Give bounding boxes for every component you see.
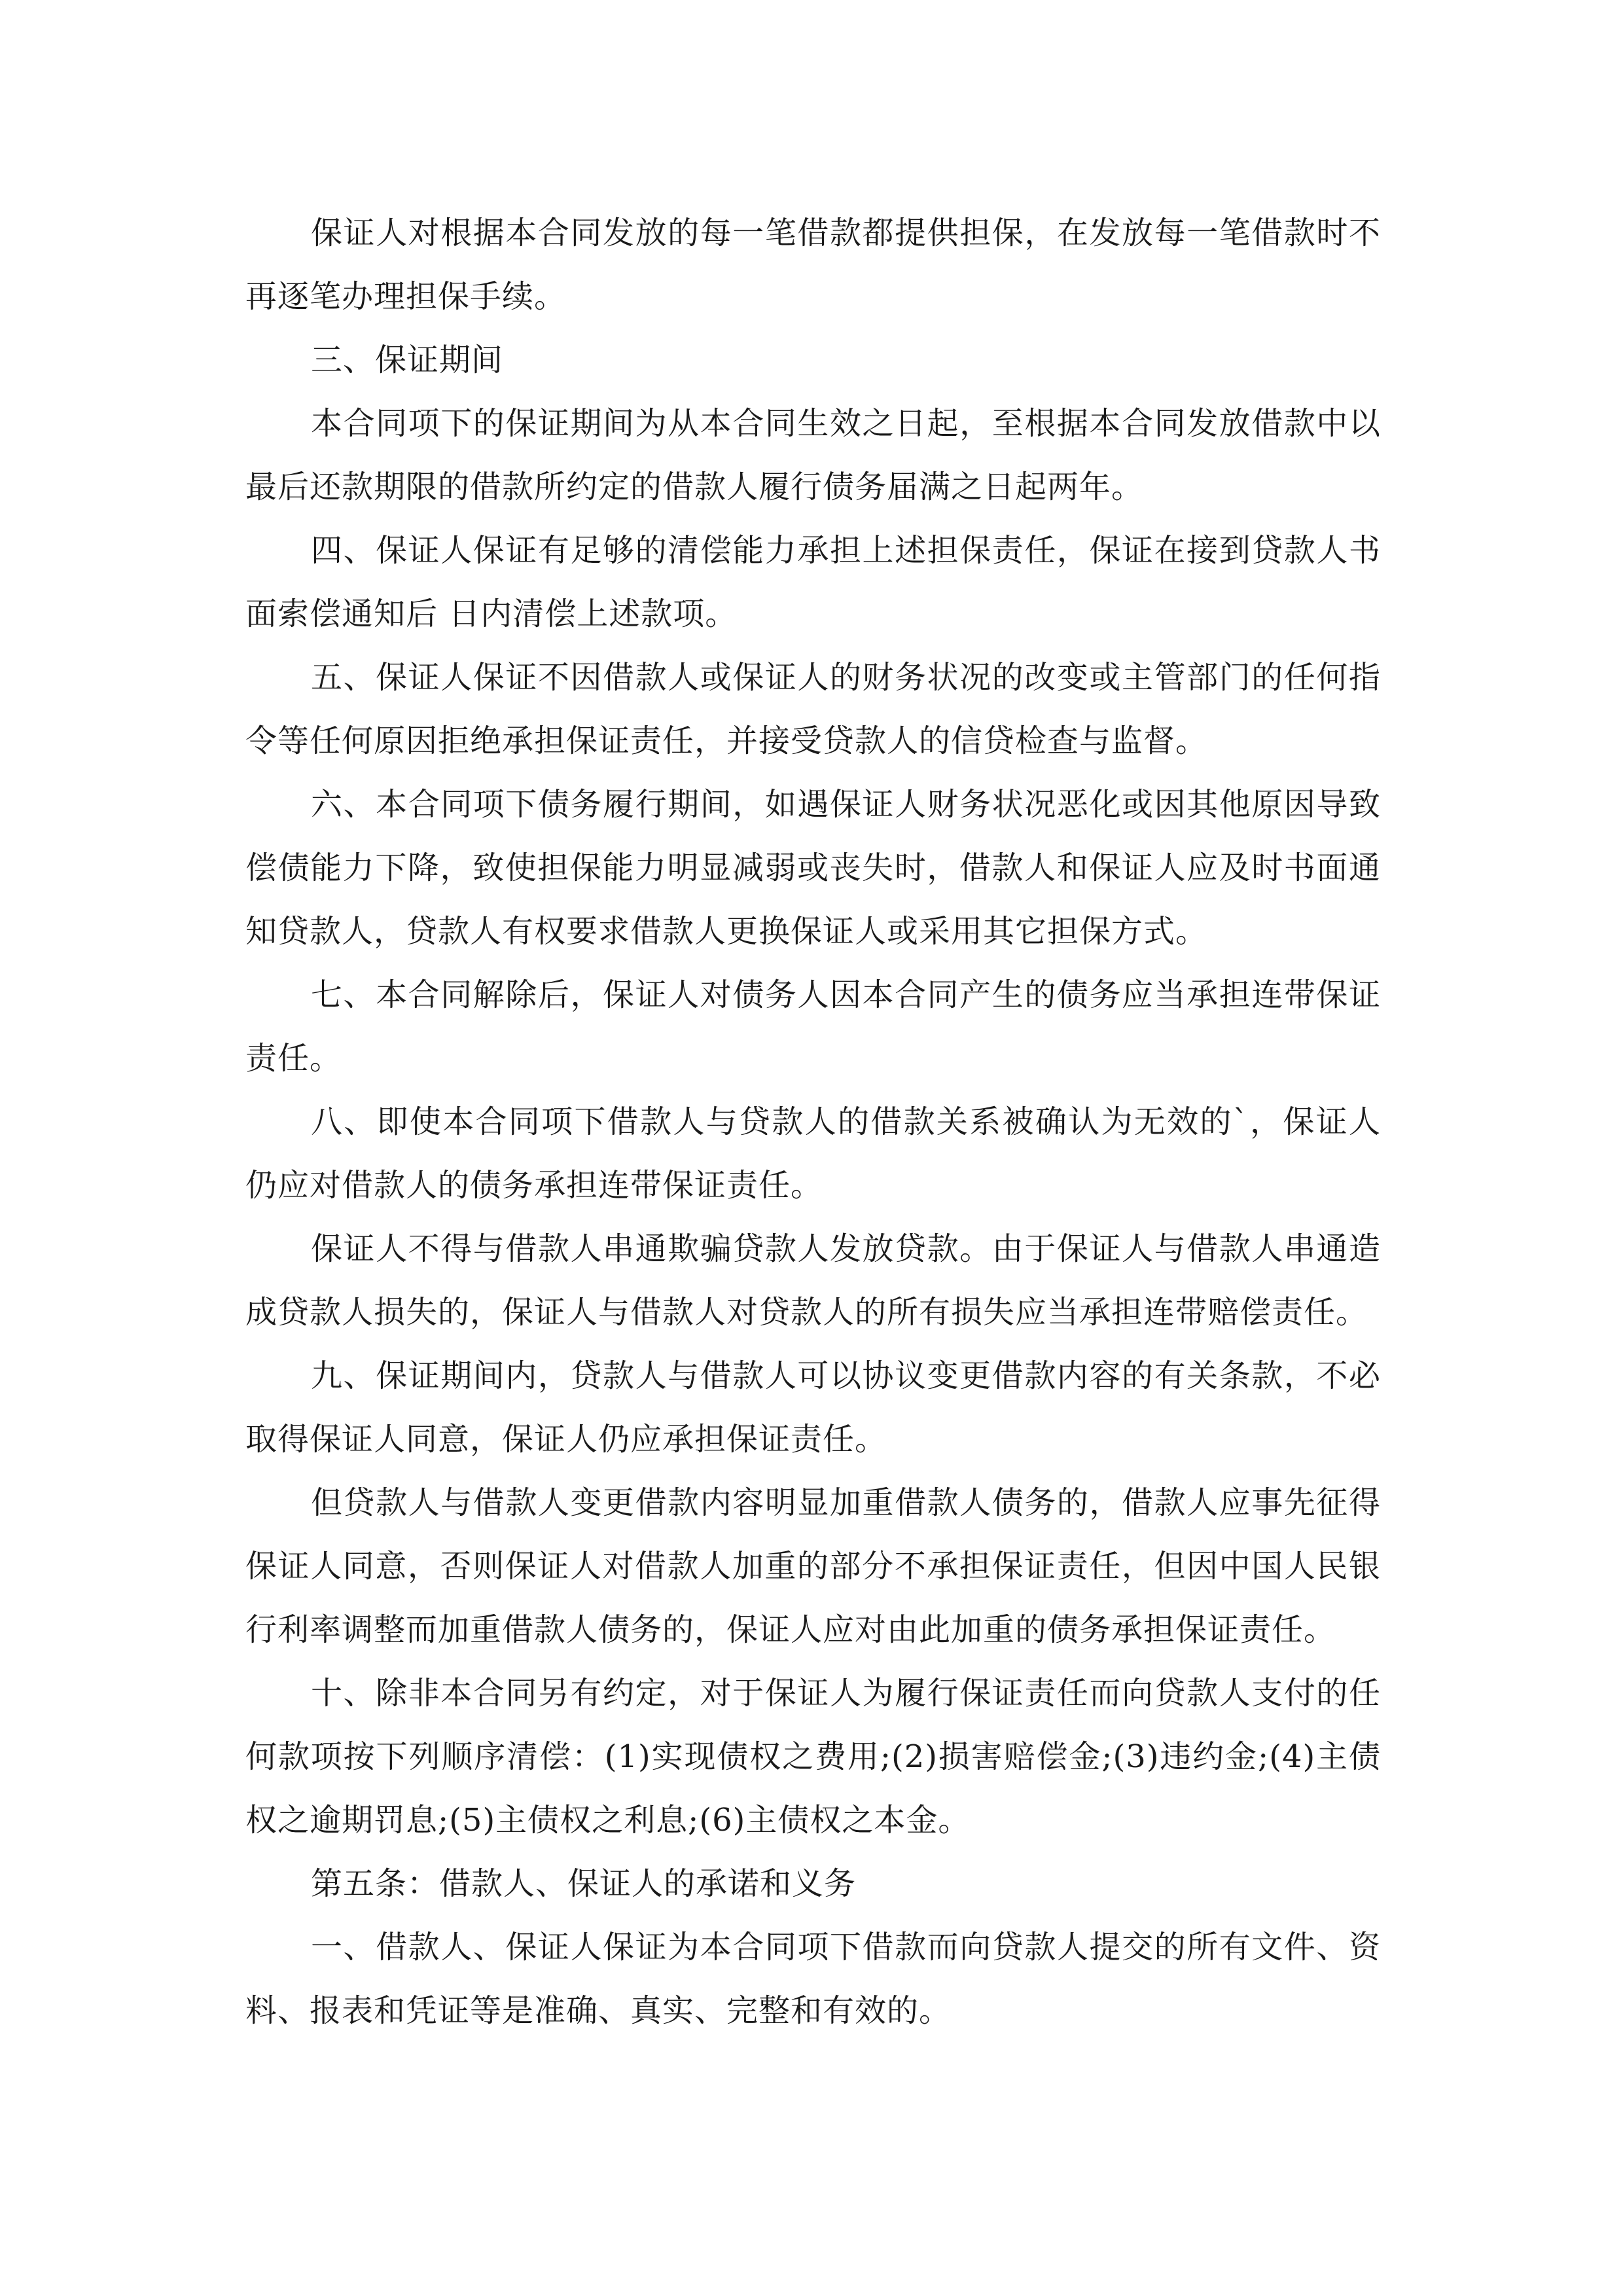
document-body bbox=[245, 202, 1381, 2043]
paragraph-guarantee-period: 本合同项下的保证期间为从本合同生效之日起，至根据本合同发放借款中以最后还款期限的借款所约定的借款人履行债务届满之日起两年。 bbox=[245, 405, 1381, 505]
paragraph-collusion: 保证人不得与借款人串通欺骗贷款人发放贷款。由于保证人与借款人串通造成贷款人损失的，保证人与借款人对贷款人的所有损失应当承担连带赔偿责任。 bbox=[245, 1230, 1381, 1331]
paragraph-clause-8: 八、即使本合同项下借款人与贷款人的借款关系被确认为无效的`，保证人仍应对借款人的债务承担连带保证责任。 bbox=[245, 1103, 1381, 1204]
paragraph-clause-4: 四、保证人保证有足够的清偿能力承担上述担保责任，保证在接到贷款人书面索偿通知后 日内清偿上述款项。 bbox=[245, 532, 1381, 632]
paragraph-clause-9: 九、保证期间内，贷款人与借款人可以协议变更借款内容的有关条款，不必取得保证人同意，保证人仍应承担保证责任。 bbox=[245, 1357, 1381, 1458]
paragraph-clause-5: 五、保证人保证不因借款人或保证人的财务状况的改变或主管部门的任何指令等任何原因拒绝承担保证责任，并接受贷款人的信贷检查与监督。 bbox=[245, 659, 1381, 759]
paragraph-debt-increase: 但贷款人与借款人变更借款内容明显加重借款人债务的，借款人应事先征得保证人同意，否则保证人对借款人加重的部分不承担保证责任，但因中国人民银行利率调整而加重借款人债务的，保证人应对由此加重的债务承担保证责任。 bbox=[245, 1484, 1381, 1648]
article-heading-5: 第五条：借款人、保证人的承诺和义务 bbox=[311, 1865, 857, 1902]
paragraph-clause-7: 七、本合同解除后，保证人对债务人因本合同产生的债务应当承担连带保证责任。 bbox=[245, 977, 1381, 1077]
paragraph-clause-6: 六、本合同项下债务履行期间，如遇保证人财务状况恶化或因其他原因导致偿债能力下降，致使担保能力明显减弱或丧失时，借款人和保证人应及时书面通知贷款人，贷款人有权要求借款人更换保证人或采用其它担保方式。 bbox=[245, 786, 1381, 950]
section-heading-guarantee-period: 三、保证期间 bbox=[311, 342, 504, 378]
paragraph-guarantee-each-loan: 保证人对根据本合同发放的每一笔借款都提供担保，在发放每一笔借款时不再逐笔办理担保手续。 bbox=[245, 215, 1381, 315]
paragraph-article-5-item-1: 一、借款人、保证人保证为本合同项下借款而向贷款人提交的所有文件、资料、报表和凭证等是准确、真实、完整和有效的。 bbox=[245, 1929, 1381, 2029]
paragraph-clause-10: 十、除非本合同另有约定，对于保证人为履行保证责任而向贷款人支付的任何款项按下列顺序清偿：(1)实现债权之费用;(2)损害赔偿金;(3)违约金;(4)主债权之逾期罚息;(5)主债权之利息;(6)主债权之本金。 bbox=[245, 1675, 1381, 1839]
